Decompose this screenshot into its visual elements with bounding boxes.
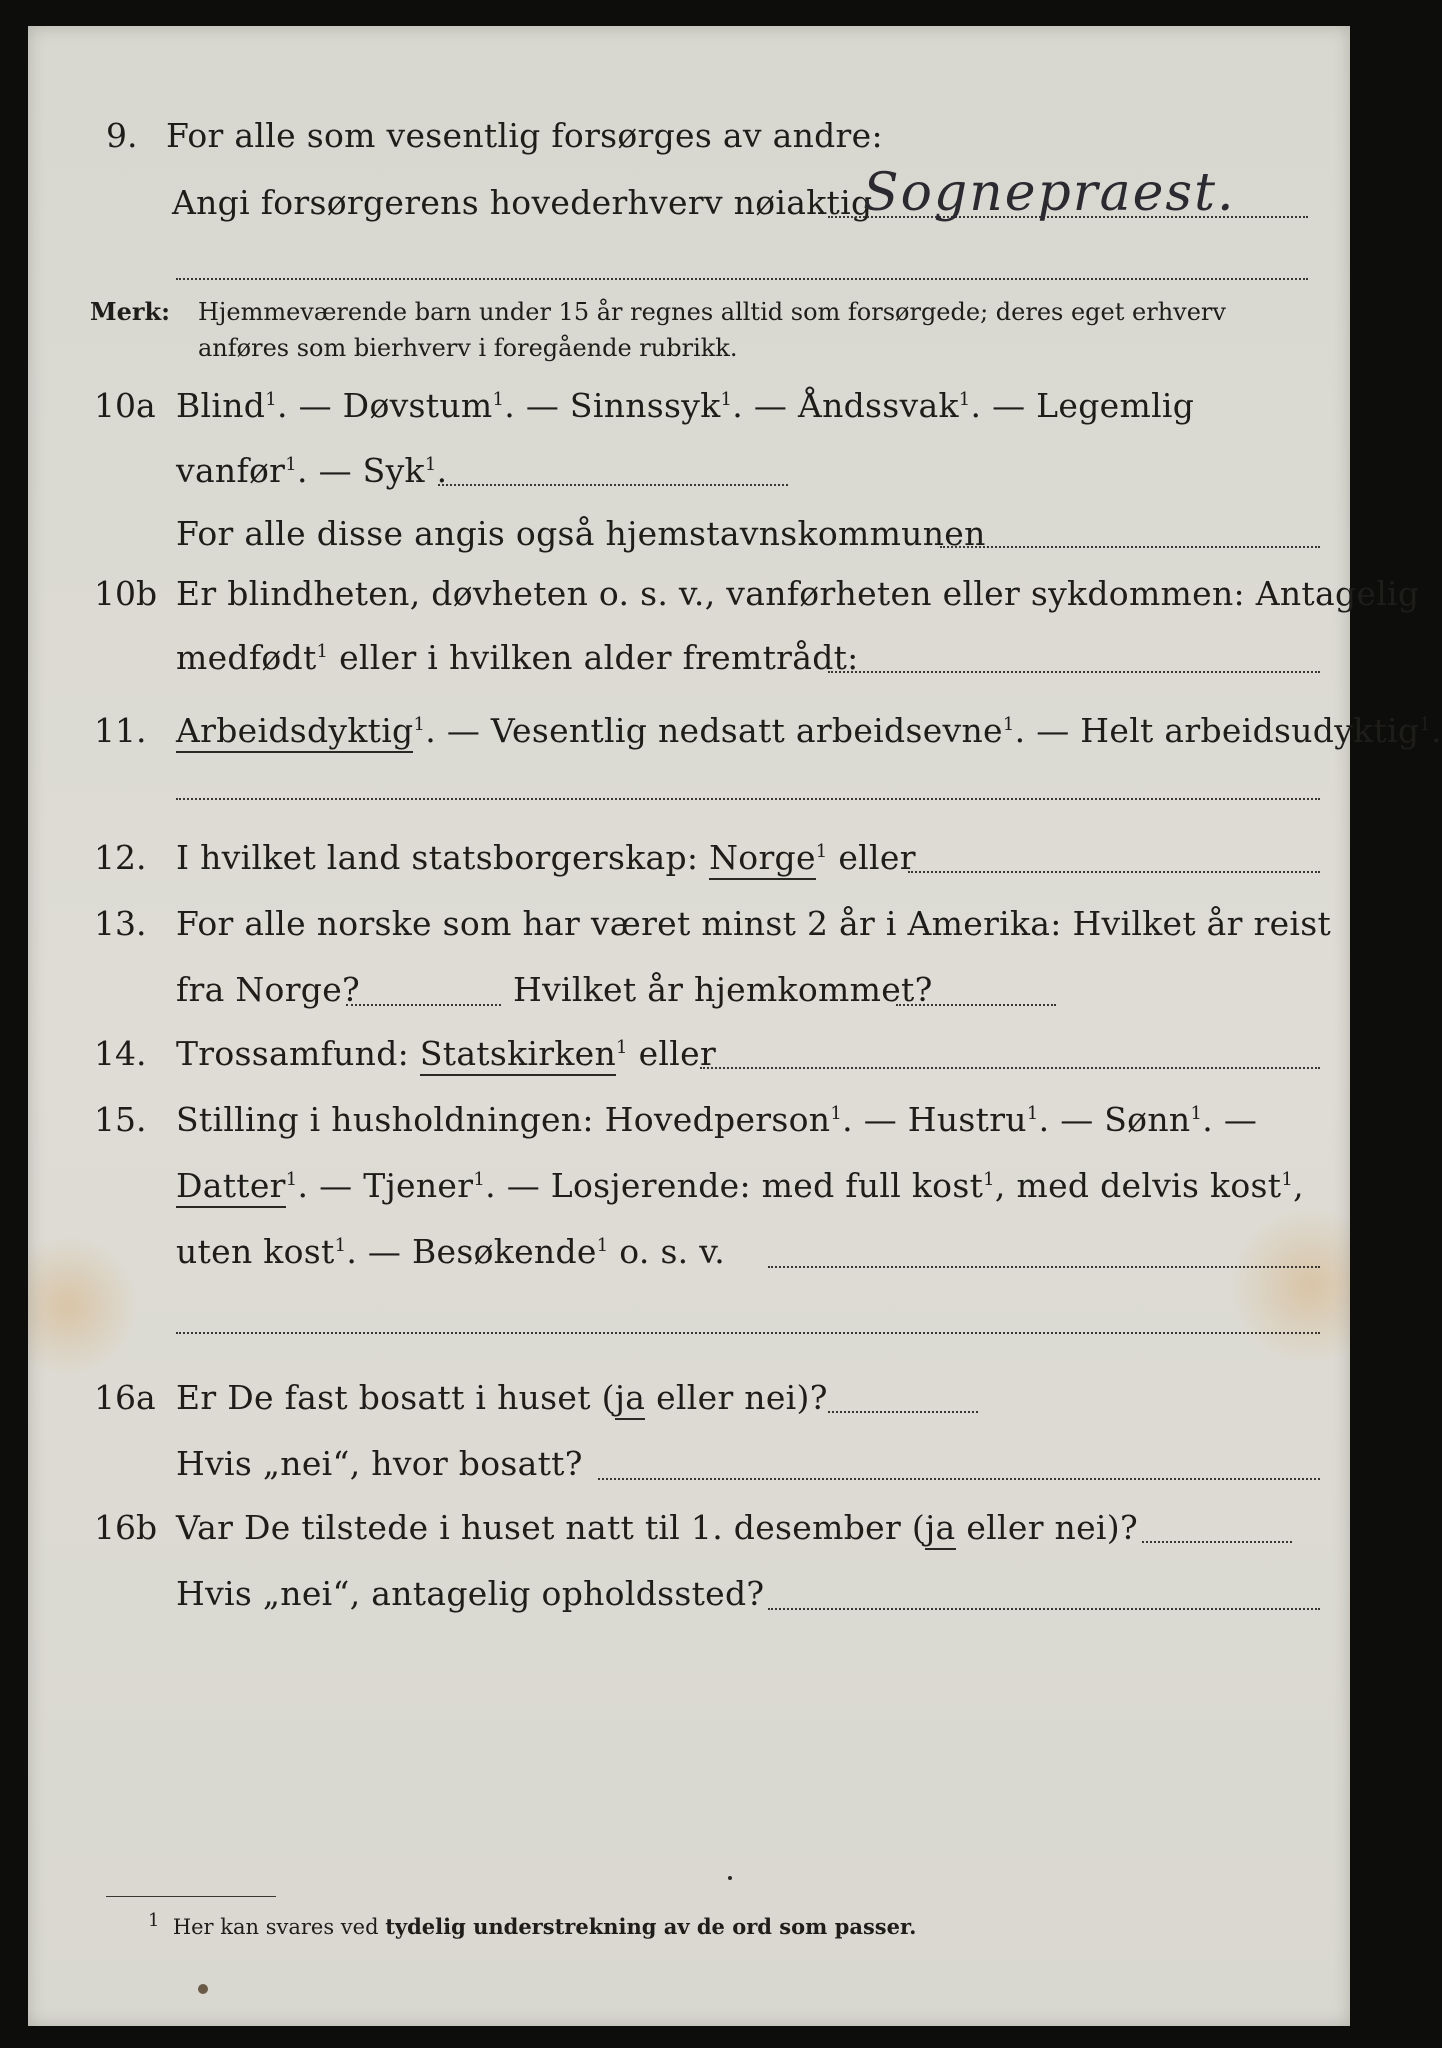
q16a-bosatt-line[interactable] <box>598 1478 1320 1480</box>
q9-line1: For alle som vesentlig forsørges av andre: <box>166 116 883 155</box>
sup-mark: 1 <box>983 1169 995 1190</box>
q10b-number: 10b <box>94 574 158 613</box>
sup-mark: 1 <box>285 1169 298 1190</box>
footnote-bold-text: tydelig understrekning av de ord som passer. <box>385 1914 917 1939</box>
sup-mark: 1 <box>1002 714 1015 735</box>
option-vanfor[interactable]: vanfør <box>176 451 286 490</box>
ink-speck <box>728 1876 732 1880</box>
q14-line <box>176 1034 716 1074</box>
q12-answer-line[interactable] <box>908 871 1320 873</box>
merk-line1: Hjemmeværende barn under 15 år regnes alltid som forsørgede; deres eget erhverv <box>198 298 1226 326</box>
merk-note <box>90 294 170 330</box>
q11-extra-line[interactable] <box>176 798 1320 800</box>
option-delvis-kost[interactable]: , med delvis kost <box>994 1166 1282 1205</box>
q13-line1: For alle norske som har været minst 2 år i Amerika: Hvilket år reist <box>176 904 1332 943</box>
q10a-number: 10a <box>94 386 156 425</box>
q10a-line2-end: . <box>436 451 448 490</box>
q10a-syk-line[interactable] <box>438 484 788 486</box>
q10a-line1 <box>176 386 1194 426</box>
option-medfodt[interactable]: medfødt <box>176 638 317 677</box>
q10b-alder-text: eller i hvilken alder fremtrådt: <box>328 638 859 677</box>
q16a-answer-line[interactable] <box>828 1411 978 1413</box>
option-hustru[interactable]: . — Hustru <box>842 1100 1027 1139</box>
sup-mark: 1 <box>616 1037 628 1058</box>
q15-number: 15. <box>94 1100 147 1139</box>
option-statskirken[interactable]: Statskirken <box>420 1034 616 1076</box>
q10b-answer-line[interactable] <box>828 671 1320 673</box>
q9-handwritten-answer: Sognepraest. <box>863 163 1236 223</box>
q16a-question: Er De fast bosatt i huset ( <box>176 1378 615 1417</box>
sup-mark: 1 <box>1026 1103 1039 1124</box>
option-udyktig[interactable]: . — Helt arbeidsudyktig <box>1014 711 1420 750</box>
q9-line2: Angi forsørgerens hovederhverv nøiaktig <box>172 183 873 222</box>
merk-line2: anføres som bierhverv i foregående rubrikk. <box>198 334 738 362</box>
option-dovstum[interactable]: . — Døvstum <box>277 386 493 425</box>
option-ja-16b[interactable]: ja <box>925 1508 956 1550</box>
q12-line <box>176 838 916 878</box>
footnote <box>148 1910 917 1939</box>
q15-line2-end: , <box>1293 1166 1304 1205</box>
q9-extra-line[interactable] <box>176 278 1308 280</box>
option-syk[interactable]: . — Syk <box>297 451 425 490</box>
q12-number: 12. <box>94 838 147 877</box>
q15-extra-line[interactable] <box>176 1332 1320 1334</box>
option-blind[interactable]: Blind <box>176 386 266 425</box>
q10a-line3: For alle disse angis også hjemstavnskommunen <box>176 514 986 553</box>
q13-reist-line[interactable] <box>346 1004 501 1006</box>
q13-hjemkommet-line[interactable] <box>896 1004 1056 1006</box>
sup-mark: 1 <box>1419 714 1432 735</box>
ink-blot <box>198 1984 208 1994</box>
q11-line <box>176 711 1442 751</box>
q15-line1 <box>176 1100 1257 1140</box>
sup-mark: 1 <box>316 641 329 662</box>
option-full-kost[interactable]: . — Losjerende: med full kost <box>485 1166 984 1205</box>
sup-mark: 1 <box>265 389 278 410</box>
option-legemlig[interactable]: . — Legemlig <box>970 386 1195 425</box>
q15-line2 <box>176 1166 1304 1206</box>
q15-line3 <box>176 1232 725 1272</box>
option-besokende[interactable]: . — Besøkende <box>346 1232 597 1271</box>
q16b-line2: Hvis „nei“, antagelig opholdssted? <box>176 1574 765 1613</box>
q15-osv: o. s. v. <box>608 1232 726 1271</box>
q16a-line2: Hvis „nei“, hvor bosatt? <box>176 1444 583 1483</box>
footnote-text: Her kan svares ved <box>172 1915 386 1939</box>
q16b-answer-line[interactable] <box>1142 1541 1292 1543</box>
sup-mark: 1 <box>958 389 971 410</box>
option-tjener[interactable]: . — Tjener <box>297 1166 474 1205</box>
q10a-line2 <box>176 451 447 491</box>
option-uten-kost[interactable]: uten kost <box>176 1232 335 1271</box>
sup-mark: 1 <box>720 389 733 410</box>
option-sonn[interactable]: . — Sønn <box>1038 1100 1191 1139</box>
sup-mark: 1 <box>473 1169 486 1190</box>
option-andssvak[interactable]: . — Åndssvak <box>732 386 959 425</box>
sup-mark: 1 <box>1190 1103 1203 1124</box>
sup-mark: 1 <box>492 389 505 410</box>
q16b-question: Var De tilstede i huset natt til 1. desember ( <box>176 1508 926 1547</box>
q14-number: 14. <box>94 1034 147 1073</box>
q13-number: 13. <box>94 904 147 943</box>
census-form-page <box>28 26 1442 2026</box>
q14-question: Trossamfund: <box>176 1034 410 1073</box>
sup-mark: 1 <box>815 841 828 862</box>
q15-line1-end: . — <box>1202 1100 1258 1139</box>
q14-eller: eller <box>627 1034 717 1073</box>
footnote-rule <box>106 1896 276 1897</box>
sup-mark: 1 <box>830 1103 843 1124</box>
option-norge[interactable]: Norge <box>709 838 816 880</box>
sup-mark: 1 <box>596 1235 609 1256</box>
option-arbeidsdyktig[interactable]: Arbeidsdyktig <box>176 711 413 753</box>
q16a-line1 <box>176 1378 828 1418</box>
q10b-line1: Er blindheten, døvheten o. s. v., vanførheten eller sykdommen: Antagelig <box>176 574 1420 613</box>
q16a-eller-nei: eller nei)? <box>645 1378 828 1417</box>
q12-eller: eller <box>827 838 916 877</box>
q14-answer-line[interactable] <box>700 1067 1320 1069</box>
q16a-number: 16a <box>94 1378 156 1417</box>
sup-mark: 1 <box>424 454 437 475</box>
option-sinnssyk[interactable]: . — Sinnssyk <box>504 386 721 425</box>
sup-mark: 1 <box>1281 1169 1294 1190</box>
sup-mark: 1 <box>285 454 297 475</box>
q15-answer-line[interactable] <box>768 1266 1320 1268</box>
q11-end: . <box>1431 711 1442 750</box>
q9-number: 9. <box>106 116 138 155</box>
merk-label: Merk: <box>90 297 170 326</box>
q10b-line2 <box>176 638 859 678</box>
option-datter[interactable]: Datter <box>176 1166 286 1208</box>
option-hovedperson[interactable]: Stilling i husholdningen: Hovedperson <box>176 1100 831 1139</box>
sup-mark: 1 <box>334 1235 347 1256</box>
option-nedsatt[interactable]: . — Vesentlig nedsatt arbeidsevne <box>425 711 1003 750</box>
option-ja-16a[interactable]: ja <box>615 1378 646 1420</box>
q16b-number: 16b <box>94 1508 158 1547</box>
q16b-line1 <box>176 1508 1138 1548</box>
q11-number: 11. <box>94 711 147 750</box>
q12-question: I hvilket land statsborgerskap: <box>176 838 699 877</box>
q16b-opholdssted-line[interactable] <box>768 1608 1320 1610</box>
q13-line2b: Hvilket år hjemkommet? <box>513 970 933 1009</box>
q13-line2a: fra Norge? <box>176 970 361 1009</box>
sup-mark: 1 <box>413 714 426 735</box>
q16b-eller-nei: eller nei)? <box>955 1508 1138 1547</box>
footnote-mark: 1 <box>148 1910 160 1931</box>
q10a-hjemstavn-line[interactable] <box>940 546 1320 548</box>
